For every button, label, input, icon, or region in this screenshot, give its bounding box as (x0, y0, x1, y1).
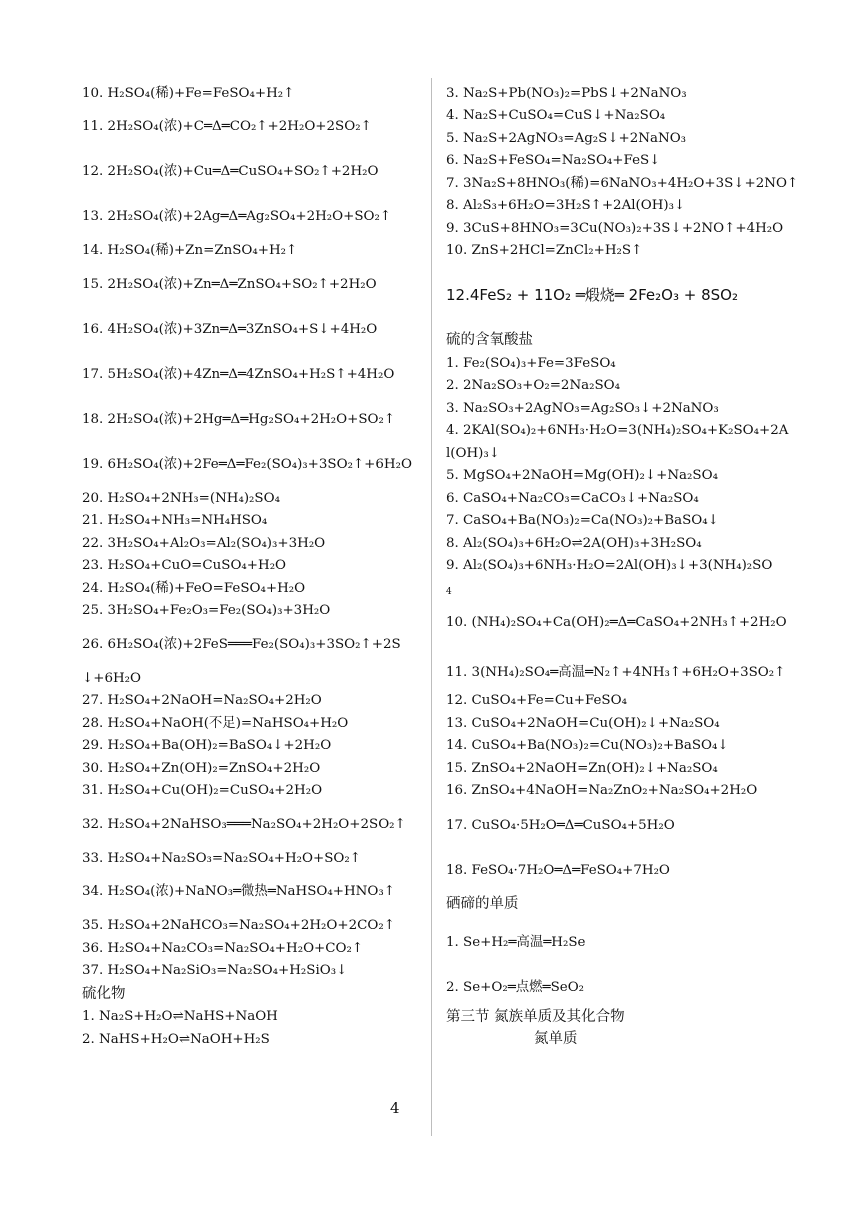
equation-line: 8. Al₂S₃+6H₂O=3H₂S↑+2Al(OH)₃↓ (446, 198, 686, 213)
equation-line: 35. H₂SO₄+2NaHCO₃=Na₂SO₄+2H₂O+2CO₂↑ (82, 918, 395, 933)
equation-line: 11. 2H₂SO₄(浓)+C═Δ═CO₂↑+2H₂O+2SO₂↑ (82, 119, 372, 134)
equation-line: 4. Na₂S+CuSO₄=CuS↓+Na₂SO₄ (446, 108, 666, 123)
equation-line: 1. Na₂S+H₂O⇌NaHS+NaOH (82, 1009, 278, 1024)
equation-line: 13. 2H₂SO₄(浓)+2Ag═Δ═Ag₂SO₄+2H₂O+SO₂↑ (82, 209, 392, 224)
equation-line: 8. Al₂(SO₄)₃+6H₂O⇌2A(OH)₃+3H₂SO₄ (446, 536, 702, 551)
equation-line: 11. 3(NH₄)₂SO₄═高温═N₂↑+4NH₃↑+6H₂O+3SO₂↑ (446, 665, 786, 680)
equation-line: 10. H₂SO₄(稀)+Fe=FeSO₄+H₂↑ (82, 86, 295, 101)
equation-line: 14. CuSO₄+Ba(NO₃)₂=Cu(NO₃)₂+BaSO₄↓ (446, 738, 729, 753)
equation-line: 30. H₂SO₄+Zn(OH)₂=ZnSO₄+2H₂O (82, 761, 321, 776)
equation-line: 34. H₂SO₄(浓)+NaNO₃═微热═NaHSO₄+HNO₃↑ (82, 884, 395, 899)
section-heading: 硫的含氧酸盐 (446, 332, 533, 348)
equation-line: 4. 2KAl(SO₄)₂+6NH₃·H₂O=3(NH₄)₂SO₄+K₂SO₄+2A (446, 423, 789, 438)
equation-line: 33. H₂SO₄+Na₂SO₃=Na₂SO₄+H₂O+SO₂↑ (82, 851, 361, 866)
equation-line: l(OH)₃↓ (446, 446, 500, 461)
equation-line: 1. Fe₂(SO₄)₃+Fe=3FeSO₄ (446, 356, 616, 371)
equation-line: 4 (446, 587, 452, 597)
chapter-heading: 第三节 氮族单质及其化合物 (446, 1009, 625, 1025)
equation-line: 18. FeSO₄·7H₂O═Δ═FeSO₄+7H₂O (446, 863, 670, 878)
equation-line: 6. Na₂S+FeSO₄=Na₂SO₄+FeS↓ (446, 153, 661, 168)
equation-line: 12.4FeS₂ + 11O₂ ═煅烧═ 2Fe₂O₃ + 8SO₂ (446, 286, 738, 304)
section-heading: 硫化物 (82, 986, 126, 1002)
equation-line: 3. Na₂S+Pb(NO₃)₂=PbS↓+2NaNO₃ (446, 86, 687, 101)
equation-line: 26. 6H₂SO₄(浓)+2FeS═══Fe₂(SO₄)₃+3SO₂↑+2S (82, 637, 401, 652)
equation-line: 16. 4H₂SO₄(浓)+3Zn═Δ═3ZnSO₄+S↓+4H₂O (82, 322, 378, 337)
equation-line: 2. 2Na₂SO₃+O₂=2Na₂SO₄ (446, 378, 621, 393)
equation-line: 7. CaSO₄+Ba(NO₃)₂=Ca(NO₃)₂+BaSO₄↓ (446, 513, 719, 528)
equation-line: 37. H₂SO₄+Na₂SiO₃=Na₂SO₄+H₂SiO₃↓ (82, 963, 348, 978)
equation-line: 6. CaSO₄+Na₂CO₃=CaCO₃↓+Na₂SO₄ (446, 491, 699, 506)
equation-line: 10. (NH₄)₂SO₄+Ca(OH)₂═Δ═CaSO₄+2NH₃↑+2H₂O (446, 615, 787, 630)
equation-line: 15. 2H₂SO₄(浓)+Zn═Δ═ZnSO₄+SO₂↑+2H₂O (82, 277, 377, 292)
equation-line: 23. H₂SO₄+CuO=CuSO₄+H₂O (82, 558, 287, 573)
equation-line: 18. 2H₂SO₄(浓)+2Hg═Δ═Hg₂SO₄+2H₂O+SO₂↑ (82, 412, 396, 427)
equation-line: 22. 3H₂SO₄+Al₂O₃=Al₂(SO₄)₃+3H₂O (82, 536, 326, 551)
equation-line: 9. Al₂(SO₄)₃+6NH₃·H₂O=2Al(OH)₃↓+3(NH₄)₂SO (446, 558, 773, 573)
equation-line: 28. H₂SO₄+NaOH(不足)=NaHSO₄+H₂O (82, 716, 349, 731)
equation-line: 14. H₂SO₄(稀)+Zn=ZnSO₄+H₂↑ (82, 243, 298, 258)
equation-line: 24. H₂SO₄(稀)+FeO=FeSO₄+H₂O (82, 581, 306, 596)
equation-line: 5. MgSO₄+2NaOH=Mg(OH)₂↓+Na₂SO₄ (446, 468, 718, 483)
equation-line: 2. Se+O₂═点燃═SeO₂ (446, 980, 585, 995)
equation-line: 31. H₂SO₄+Cu(OH)₂=CuSO₄+2H₂O (82, 783, 323, 798)
equation-line: 32. H₂SO₄+2NaHSO₃═══Na₂SO₄+2H₂O+2SO₂↑ (82, 817, 406, 832)
equation-line: 25. 3H₂SO₄+Fe₂O₃=Fe₂(SO₄)₃+3H₂O (82, 603, 331, 618)
equation-line: 16. ZnSO₄+4NaOH=Na₂ZnO₂+Na₂SO₄+2H₂O (446, 783, 758, 798)
equation-line: 1. Se+H₂═高温═H₂Se (446, 935, 586, 950)
column-divider (431, 78, 432, 1136)
equation-line: 27. H₂SO₄+2NaOH=Na₂SO₄+2H₂O (82, 693, 322, 708)
equation-line: 12. 2H₂SO₄(浓)+Cu═Δ═CuSO₄+SO₂↑+2H₂O (82, 164, 379, 179)
equation-line: ↓+6H₂O (82, 671, 141, 686)
equation-line: 9. 3CuS+8HNO₃=3Cu(NO₃)₂+3S↓+2NO↑+4H₂O (446, 221, 784, 236)
equation-line: 21. H₂SO₄+NH₃=NH₄HSO₄ (82, 513, 268, 528)
equation-line: 36. H₂SO₄+Na₂CO₃=Na₂SO₄+H₂O+CO₂↑ (82, 941, 364, 956)
section-heading: 硒碲的单质 (446, 896, 519, 912)
equation-line: 2. NaHS+H₂O⇌NaOH+H₂S (82, 1032, 270, 1047)
equation-line: 13. CuSO₄+2NaOH=Cu(OH)₂↓+Na₂SO₄ (446, 716, 720, 731)
equation-line: 17. CuSO₄·5H₂O═Δ═CuSO₄+5H₂O (446, 818, 675, 833)
equation-line: 17. 5H₂SO₄(浓)+4Zn═Δ═4ZnSO₄+H₂S↑+4H₂O (82, 367, 395, 382)
subsection-heading: 氮单质 (534, 1031, 578, 1047)
equation-line: 29. H₂SO₄+Ba(OH)₂=BaSO₄↓+2H₂O (82, 738, 332, 753)
equation-line: 19. 6H₂SO₄(浓)+2Fe═Δ═Fe₂(SO₄)₃+3SO₂↑+6H₂O (82, 457, 412, 472)
equation-line: 12. CuSO₄+Fe=Cu+FeSO₄ (446, 693, 627, 708)
equation-line: 5. Na₂S+2AgNO₃=Ag₂S↓+2NaNO₃ (446, 131, 687, 146)
equation-line: 20. H₂SO₄+2NH₃=(NH₄)₂SO₄ (82, 491, 280, 506)
equation-line: 10. ZnS+2HCl=ZnCl₂+H₂S↑ (446, 243, 643, 258)
equation-line: 15. ZnSO₄+2NaOH=Zn(OH)₂↓+Na₂SO₄ (446, 761, 718, 776)
equation-line: 3. Na₂SO₃+2AgNO₃=Ag₂SO₃↓+2NaNO₃ (446, 401, 719, 416)
page-number: 4 (390, 1099, 400, 1117)
equation-line: 7. 3Na₂S+8HNO₃(稀)=6NaNO₃+4H₂O+3S↓+2NO↑ (446, 176, 799, 191)
